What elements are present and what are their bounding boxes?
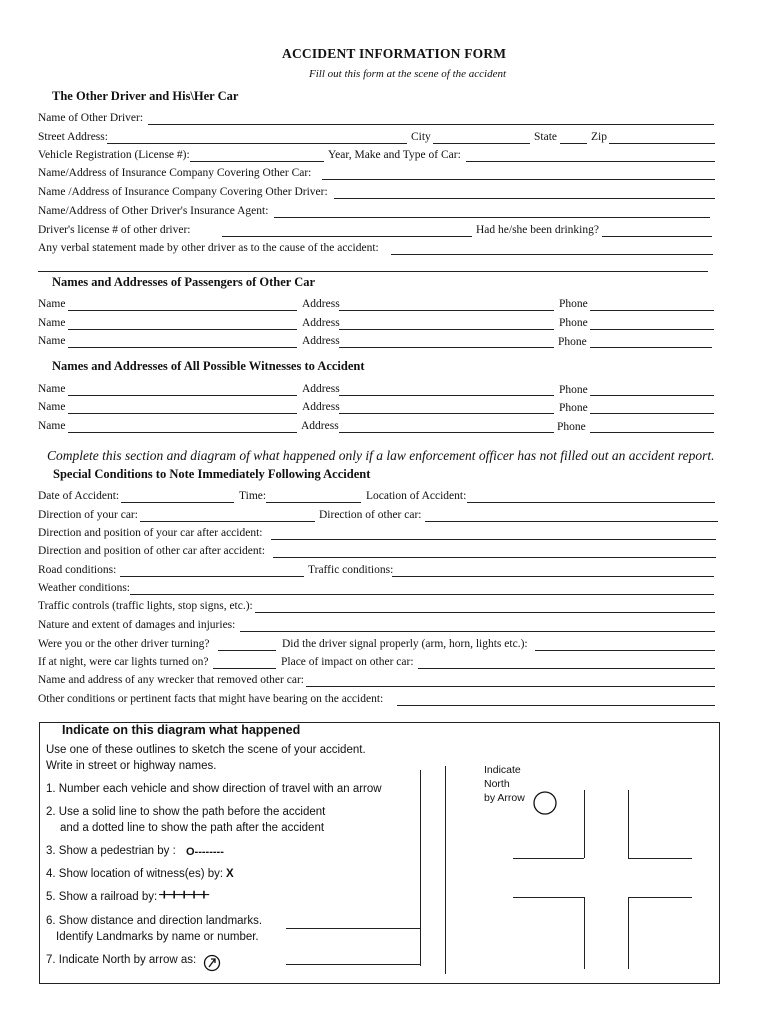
- other-conditions-field[interactable]: [397, 705, 715, 706]
- vehicle-registration-field[interactable]: [190, 161, 324, 162]
- witness-address-field[interactable]: [339, 395, 554, 396]
- traffic-conditions-label: Traffic conditions:: [308, 564, 394, 576]
- insurance-driver-field[interactable]: [334, 198, 715, 199]
- witness-phone-label: Phone: [557, 421, 586, 433]
- state-field[interactable]: [560, 143, 587, 144]
- intersection-bottom-left: [584, 897, 585, 969]
- north-indicator-1: Indicate: [484, 764, 521, 776]
- passenger-name-field[interactable]: [68, 310, 297, 311]
- date-label: Date of Accident:: [38, 490, 120, 502]
- turning-field[interactable]: [218, 650, 276, 651]
- verbal-statement-field[interactable]: [391, 254, 713, 255]
- other-driver-name-label: Name of Other Driver:: [38, 112, 144, 124]
- passenger-name-label: Name: [38, 335, 66, 347]
- weather-conditions-label: Weather conditions:: [38, 582, 131, 594]
- north-indicator-2: North: [484, 778, 510, 790]
- position-your-car-field[interactable]: [271, 539, 716, 540]
- drinking-label: Had he/she been drinking?: [476, 224, 599, 236]
- insurance-car-label: Name/Address of Insurance Company Covering Other Car:: [38, 167, 312, 179]
- north-indicator-3: by Arrow: [484, 792, 525, 804]
- railroad-symbol: +++++: [158, 887, 208, 904]
- license-label: Driver's license # of other driver:: [38, 224, 191, 236]
- insurance-car-field[interactable]: [322, 179, 715, 180]
- turning-label: Were you or the other driver turning?: [38, 638, 210, 650]
- diagram-step-2b: and a dotted line to show the path after the accident: [60, 822, 325, 834]
- witness-name-field[interactable]: [68, 395, 297, 396]
- passenger-name-field[interactable]: [68, 347, 297, 348]
- witness-name-field[interactable]: [68, 413, 297, 414]
- intersection-top-left: [584, 790, 585, 858]
- location-label: Location of Accident:: [366, 490, 467, 502]
- position-other-car-label: Direction and position of other car after accident:: [38, 545, 266, 557]
- diagram-step-6b: Identify Landmarks by name or number.: [56, 931, 259, 943]
- time-field[interactable]: [266, 502, 361, 503]
- year-make-type-field[interactable]: [466, 161, 715, 162]
- city-label: City: [411, 131, 431, 143]
- section-heading-other-driver: The Other Driver and His\Her Car: [52, 89, 239, 103]
- drinking-field[interactable]: [602, 236, 712, 237]
- pedestrian-symbol: O--------: [186, 846, 224, 858]
- passenger-address-label: Address: [302, 317, 340, 329]
- car-lights-field[interactable]: [213, 668, 276, 669]
- form-subtitle: Fill out this form at the scene of the accident: [309, 68, 507, 80]
- witness-phone-field[interactable]: [590, 395, 714, 396]
- witness-name-field[interactable]: [68, 432, 297, 433]
- section-heading-passengers: Names and Addresses of Passengers of Other Car: [52, 275, 316, 289]
- verbal-statement-label: Any verbal statement made by other driver as to the cause of the accident:: [38, 242, 379, 254]
- weather-conditions-field[interactable]: [130, 594, 714, 595]
- zip-field[interactable]: [609, 143, 715, 144]
- witness-name-label: Name: [38, 420, 66, 432]
- witness-symbol: X: [226, 868, 234, 880]
- direction-other-car-field[interactable]: [425, 521, 718, 522]
- location-field[interactable]: [467, 502, 715, 503]
- license-field[interactable]: [222, 236, 472, 237]
- traffic-conditions-field[interactable]: [392, 576, 714, 577]
- intersection-right-top: [628, 858, 692, 859]
- form-title: ACCIDENT INFORMATION FORM: [282, 46, 507, 61]
- passenger-phone-field[interactable]: [590, 347, 712, 348]
- traffic-controls-label: Traffic controls (traffic lights, stop signs, etc.):: [38, 600, 253, 612]
- passenger-address-label: Address: [302, 335, 340, 347]
- street-address-field[interactable]: [107, 143, 407, 144]
- street-address-label: Street Address:: [38, 131, 108, 143]
- diagram-step-7: 7. Indicate North by arrow as:: [46, 954, 197, 966]
- signal-label: Did the driver signal properly (arm, horn, lights etc.):: [282, 638, 528, 650]
- witness-phone-label: Phone: [559, 402, 588, 414]
- insurance-driver-label: Name /Address of Insurance Company Covering Other Driver:: [38, 186, 328, 198]
- diagram-step-4: 4. Show location of witness(es) by:: [46, 868, 224, 880]
- passenger-address-field[interactable]: [339, 347, 554, 348]
- state-label: State: [534, 131, 557, 143]
- intersection-left-bottom: [513, 897, 584, 898]
- diagram-step-5: 5. Show a railroad by:: [46, 891, 158, 903]
- intersection-left-top: [513, 858, 584, 859]
- road-outline-a-right: [420, 770, 421, 966]
- impact-field[interactable]: [418, 668, 715, 669]
- witness-address-field[interactable]: [339, 413, 554, 414]
- road-conditions-label: Road conditions:: [38, 564, 117, 576]
- passenger-name-field[interactable]: [68, 329, 297, 330]
- damages-field[interactable]: [240, 631, 715, 632]
- passenger-address-field[interactable]: [339, 310, 554, 311]
- diagram-step-6a: 6. Show distance and direction landmarks.: [46, 915, 263, 927]
- witness-address-label: Address: [302, 383, 340, 395]
- direction-other-car-label: Direction of other car:: [319, 509, 422, 521]
- passenger-address-field[interactable]: [339, 329, 554, 330]
- north-circle-icon[interactable]: [532, 790, 558, 816]
- wrecker-field[interactable]: [306, 686, 715, 687]
- section-heading-witnesses: Names and Addresses of All Possible Witnesses to Accident: [52, 359, 365, 373]
- witness-phone-label: Phone: [559, 384, 588, 396]
- car-lights-label: If at night, were car lights turned on?: [38, 656, 209, 668]
- city-field[interactable]: [433, 143, 530, 144]
- passenger-name-label: Name: [38, 317, 66, 329]
- position-your-car-label: Direction and position of your car after accident:: [38, 527, 263, 539]
- diagram-intro-1: Use one of these outlines to sketch the scene of your accident.: [46, 744, 366, 756]
- time-label: Time:: [239, 490, 267, 502]
- witness-phone-field[interactable]: [590, 413, 714, 414]
- intersection-bottom-right: [628, 897, 629, 969]
- diagram-step-1: 1. Number each vehicle and show direction of travel with an arrow: [46, 783, 382, 795]
- diagram-intro-2: Write in street or highway names.: [46, 760, 217, 772]
- section-heading-conditions: Special Conditions to Note Immediately Following Accident: [53, 467, 371, 481]
- diagram-step-3: 3. Show a pedestrian by :: [46, 845, 176, 857]
- north-arrow-icon: [203, 954, 221, 972]
- wrecker-label: Name and address of any wrecker that removed other car:: [38, 674, 304, 686]
- impact-label: Place of impact on other car:: [281, 656, 414, 668]
- diagram-step-2a: 2. Use a solid line to show the path before the accident: [46, 806, 326, 818]
- signal-field[interactable]: [535, 650, 715, 651]
- other-driver-name-field[interactable]: [148, 124, 714, 125]
- zip-label: Zip: [591, 131, 607, 143]
- road-conditions-field[interactable]: [120, 576, 304, 577]
- direction-your-car-label: Direction of your car:: [38, 509, 138, 521]
- law-enforcement-note: Complete this section and diagram of what happened only if a law enforcement officer has not filled out an accident report.: [47, 448, 715, 463]
- witness-name-label: Name: [38, 401, 66, 413]
- witness-name-label: Name: [38, 383, 66, 395]
- other-conditions-label: Other conditions or pertinent facts that might have bearing on the accident:: [38, 693, 384, 705]
- road-outline-a-top: [286, 928, 420, 929]
- date-field[interactable]: [121, 502, 234, 503]
- road-outline-b-left: [445, 766, 446, 974]
- insurance-agent-label: Name/Address of Other Driver's Insurance Agent:: [38, 205, 269, 217]
- road-outline-a-bottom: [286, 964, 420, 965]
- diagram-heading: Indicate on this diagram what happened: [62, 723, 301, 737]
- direction-your-car-field[interactable]: [140, 521, 315, 522]
- passenger-phone-field[interactable]: [590, 329, 714, 330]
- position-other-car-field[interactable]: [273, 557, 716, 558]
- year-make-type-label: Year, Make and Type of Car:: [328, 149, 461, 161]
- passenger-phone-label: Phone: [558, 336, 587, 348]
- passenger-address-label: Address: [302, 298, 340, 310]
- witness-address-field[interactable]: [339, 432, 554, 433]
- passenger-name-label: Name: [38, 298, 66, 310]
- passenger-phone-label: Phone: [559, 317, 588, 329]
- damages-label: Nature and extent of damages and injuries:: [38, 619, 236, 631]
- intersection-top-right: [628, 790, 629, 858]
- witness-address-label: Address: [302, 401, 340, 413]
- insurance-agent-field[interactable]: [274, 217, 710, 218]
- passenger-phone-label: Phone: [559, 298, 588, 310]
- witness-phone-field[interactable]: [590, 432, 714, 433]
- vehicle-registration-label: Vehicle Registration (License #):: [38, 149, 190, 161]
- verbal-statement-field-2[interactable]: [38, 271, 708, 272]
- traffic-controls-field[interactable]: [255, 612, 715, 613]
- intersection-right-bottom: [628, 897, 692, 898]
- witness-address-label: Address: [301, 420, 339, 432]
- passenger-phone-field[interactable]: [590, 310, 714, 311]
